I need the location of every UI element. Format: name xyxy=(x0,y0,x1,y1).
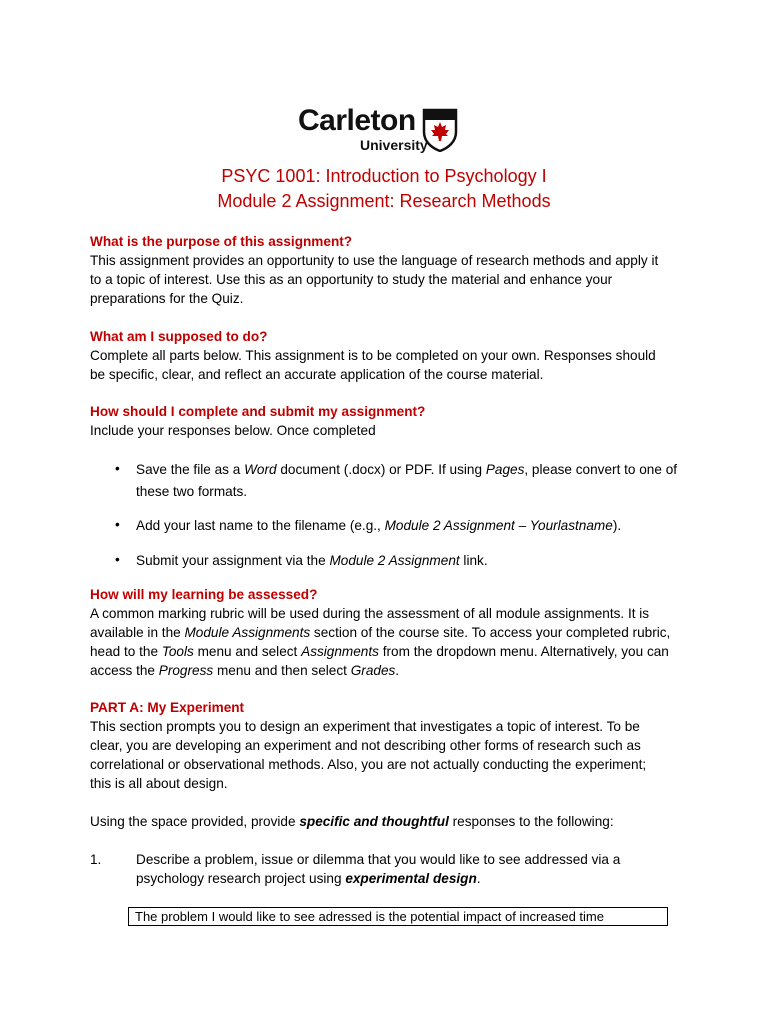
part-a-line: correlational or observational methods. Also, you are not actually conducting the experiment; xyxy=(90,757,647,772)
purpose-line: preparations for the Quiz. xyxy=(90,291,244,306)
bullet-icon: • xyxy=(115,461,120,476)
carleton-logo xyxy=(298,106,460,154)
bullet-text: Save the file as a Word document (.docx) or PDF. If using Pages, please convert to one of these two formats. xyxy=(136,462,678,499)
section-submit xyxy=(90,402,680,440)
section-purpose xyxy=(90,232,680,308)
submit-heading: How should I complete and submit my assignment? xyxy=(90,404,426,419)
course-title: PSYC 1001: Introduction to Psychology I xyxy=(221,166,547,186)
purpose-line: This assignment provides an opportunity to use the language of research methods and apply it xyxy=(90,253,659,268)
logo-wordmark: Carleton xyxy=(298,104,416,137)
question-text: Describe a problem, issue or dilemma that you would like to see addressed via a psychology research project using experimental design. xyxy=(136,852,621,886)
assessed-line: A common marking rubric will be used during the assessment of all module assignments. It is xyxy=(90,606,650,621)
bullet-icon: • xyxy=(115,517,120,532)
bullet-text: Submit your assignment via the Module 2 Assignment link. xyxy=(136,553,488,568)
section-part-a xyxy=(90,698,680,793)
assessed-heading: How will my learning be assessed? xyxy=(90,587,318,602)
purpose-line: to a topic of interest. Use this as an opportunity to study the material and enhance your xyxy=(90,272,613,287)
logo-subtitle: University xyxy=(360,137,428,153)
part-a-prompt: Using the space provided, provide specific and thoughtful responses to the following: xyxy=(90,814,614,829)
todo-heading: What am I supposed to do? xyxy=(90,329,268,344)
todo-line: be specific, clear, and reflect an accurate application of the course material. xyxy=(90,367,544,382)
purpose-heading: What is the purpose of this assignment? xyxy=(90,234,353,249)
section-assessed xyxy=(90,585,680,680)
assessed-line: access the Progress menu and then select Grades. xyxy=(90,663,400,678)
part-a-line: This section prompts you to design an experiment that investigates a topic of interest. To be xyxy=(90,719,640,734)
section-todo xyxy=(90,327,680,384)
part-a-heading: PART A: My Experiment xyxy=(90,700,245,715)
assessed-line: available in the Module Assignments section of the course site. To access your completed rubric, xyxy=(90,625,671,640)
todo-line: Complete all parts below. This assignment is to be completed on your own. Responses should xyxy=(90,348,656,363)
answer-field-q1[interactable]: The problem I would like to see adressed is the potential impact of increased time xyxy=(128,907,668,926)
maple-leaf-shield-icon xyxy=(422,108,458,152)
part-a-line: clear, you are developing an experiment and not describing other forms of research such as xyxy=(90,738,641,753)
bullet-icon: • xyxy=(115,552,120,567)
assignment-title: Module 2 Assignment: Research Methods xyxy=(217,191,551,211)
question-number: 1. xyxy=(90,852,102,867)
part-a-line: this is all about design. xyxy=(90,776,228,791)
submit-line: Include your responses below. Once completed xyxy=(90,423,376,438)
bullet-text: Add your last name to the filename (e.g., Module 2 Assignment – Yourlastname). xyxy=(136,518,622,533)
assessed-line: head to the Tools menu and select Assignments from the dropdown menu. Alternatively, you can xyxy=(90,644,669,659)
